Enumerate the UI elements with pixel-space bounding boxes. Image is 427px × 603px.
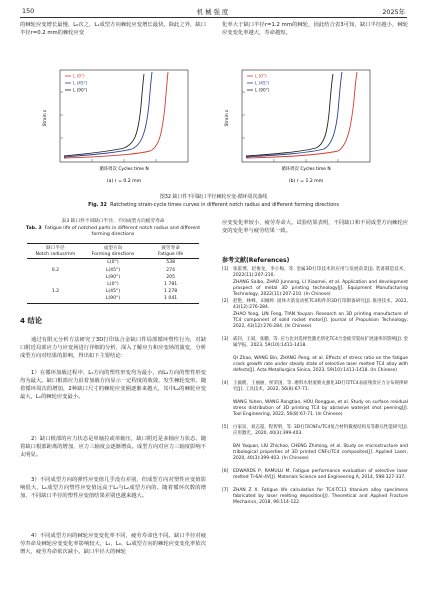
figure-caption-en-label: Fig. 32 — [88, 202, 107, 208]
conclusion-point-3: 3）不同成型方向的弹性应变值几乎没有差别，但成型方向对塑性应变值影响很大，L₁成型方向塑性应变值远高于L₁与L₂成型方向的。随着循环次数的增加，不同缺口半径的塑性应变值结果差别也越来越大。 — [20, 477, 206, 500]
reference-text: ZHAO Yong, LIN Feng, TIAN Youyan. Research on 3D printing manufacture of TC4 component of solid rocket motor[J]. Journal of Propulsion Technology, 2022, 43(12):276-284. (In Chinese) — [233, 312, 408, 330]
reference-text: WANG Yuhen, WANG Rongtian, HOU Rongguo, et al. Study on surface residual stress distribution of 3D printing TC4 by abrasive waterjet shot peening[J]. Tool Engineering, 2022, 56(8):67-71. (In Chinese) — [233, 400, 408, 418]
table-header-direction-cn: 成型方向 — [84, 244, 142, 252]
plot-a-svg — [38, 66, 208, 188]
table-cell-direction: L(45°) — [105, 267, 121, 273]
table-caption-en-text: Fatigue life of notched parts in different notch radius and different forming directions — [44, 226, 201, 238]
plot-b-xlabel: 循环周次 Cycles time N — [281, 167, 331, 172]
reference-item — [222, 425, 408, 437]
plot-b-legend-l45: L (45°) — [255, 80, 270, 86]
reference-item — [222, 469, 408, 481]
table-cell-direction: L(90°) — [84, 295, 142, 303]
conclusion-heading: 4 结论 — [20, 316, 42, 325]
plot-a-xticks — [92, 159, 156, 162]
reference-text: 王毅鹤，王丽丽，侯荣国，等. 磨料水射流喷丸强化3D打印TC4表面残余应力分布规律研究[J]. 工具技术，2022, 56(8):67-71. — [233, 381, 408, 393]
table-header-life-en: Fatigue life — [142, 251, 199, 259]
plot-b-xticks — [274, 159, 338, 162]
header-rule — [20, 17, 407, 18]
plot-b-curve-l90 — [246, 74, 333, 156]
plot-b-legend-l90: L (90°) — [255, 87, 270, 93]
table-cell-life: 274 — [166, 267, 175, 273]
reference-number: [3] — [222, 337, 229, 342]
reference-text: 赵艳，林峰，田倾婷. 固体火箭发动机TC4构件的3D打印制备研究[J]. 推进技术，2022, 43(12):276-284. — [233, 299, 408, 311]
table-header-radius-en: Notch radius/mm — [27, 251, 84, 259]
table-header-life-cn: 疲劳寿命 — [142, 244, 199, 252]
reference-text: BAI Yaquan, LIU Zhichao, CHENG Zhiming, et al. Study on microstructure and tribological properties of 3D printed CNFs/TC4 composites[J]. Applied Laser, 2020, 40(3):399-403. (In Chinese) — [233, 444, 408, 462]
table-caption-cn: 表3 缺口件不同缺口半径、不同成型方向疲劳寿命 — [61, 219, 165, 224]
figure-caption-en — [20, 202, 407, 209]
table-cell-life: 538 — [166, 260, 175, 266]
plot-b-legend-l0: L (0°) — [255, 73, 267, 79]
conclusion-point-2: 2）缺口根部的应力状态是单轴拉或单轴压，缺口附近是多轴应力状态。随着缺口根部距离的增加，应力三轴度会逐渐增高。成型方向对应力三轴度影响不太明显。 — [20, 436, 206, 459]
table-cell-radius: 0.2 — [51, 267, 60, 273]
table-cell-life: 1 278 — [164, 289, 178, 295]
reference-item — [222, 267, 408, 279]
plot-a-ylabel: Strain ε — [43, 109, 48, 127]
table-cell-direction: L(45°) — [105, 289, 121, 295]
reference-item — [222, 381, 408, 393]
figure-panel-a — [38, 66, 208, 188]
conclusion-point-1: 1）在循环加载过程中，L₁方向的塑性形变均为最小，而L₂方向的塑性形变均为最大。缺口根部应力沿着加载方向显示一定程度的收敛，发生棘轮变形。随着循环周次的增加，2种缺口尺寸的棘轮应变圈逐渐来越大，其中L₂的棘轮应变最大，L₁的棘轮应变最小。 — [20, 370, 206, 401]
page-number: 150 — [22, 7, 35, 15]
reference-text: 戚钊，王斌，张鹏，等. 应力比对选择性激光熔化TC4合金疲劳裂纹扩展速率的影响[J]. 金属学报，2023, 59(10):1411-1418. — [233, 337, 408, 349]
plot-a-legend — [65, 74, 88, 93]
table-header-radius-cn: 缺口半径 — [27, 244, 84, 252]
reference-item — [222, 337, 408, 349]
plot-a-yticks — [60, 92, 63, 138]
table-header-direction-en: Forming directions — [84, 251, 142, 259]
plot-a-legend-l45: L (45°) — [73, 80, 88, 86]
table-cell-life: 1 781 — [164, 282, 178, 288]
journal-name: 机械强度 — [196, 8, 231, 16]
reference-item-en — [222, 444, 408, 463]
reference-item — [222, 299, 408, 311]
reference-number: [4] — [222, 381, 229, 386]
plot-a-xlabel: 循环周次 Cycles time N — [99, 167, 149, 172]
reference-number: [2] — [222, 299, 229, 304]
table-cell-direction: L(0°) — [107, 282, 119, 288]
reference-item-en — [222, 312, 408, 331]
conclusion-point-4: 4）不同成型方向的棘轮应变变化率不同，疲劳寿命也不同。缺口半径对疲劳寿命及棘轮应变变化率影响较大，L₁、L₀、L₂成型方向的棘轮应变变化率依次增大，疲劳寿命依次减小。缺口半径大的棘轮 — [20, 533, 206, 556]
plot-a-legend-l0: L (0°) — [73, 73, 85, 79]
plot-b-subcaption: (b) r = 1.2 mm — [288, 179, 324, 184]
table-cell-direction: L(0°) — [107, 260, 119, 266]
table-header-row-en — [27, 251, 199, 259]
plot-a-legend-l90: L (90°) — [73, 87, 88, 93]
table-cell-life: 1 041 — [142, 295, 199, 303]
reference-item — [222, 488, 408, 507]
table-cell-radius: 1.2 — [27, 281, 84, 303]
reference-text: ZHANG Saibo, ZHAO Junnong, LI Xiaomei, et al. Application and development prospect of metal 3D printing technology[J]. Equipment Manufacturing Technology, 2022(11):207-210. (In Chinese) — [233, 280, 408, 298]
conclusion-intro: 通过有限元分析方法研究了3D打印钛合金缺口件局部循环塑性行为，对缺口附近局部应力与应变场进行详细的分析，深入了解应力和应变场的演变，分析成型方向对结果的影响，得出如下主要结论： — [20, 337, 206, 360]
reference-number: [1] — [222, 267, 229, 272]
reference-text: EDWARDS P, RAMULU M. Fatigue performance evaluation of selective laser melted Ti-6Al-4V[J]. Materials Science and Engineering A, 2014, 598:327-337. — [233, 469, 408, 481]
plot-a-curve-l90 — [64, 74, 144, 156]
table-row — [27, 259, 199, 267]
figure-caption-en-text: Ratcheting strain-cycle times curves in different notch radius and different forming directions — [110, 202, 339, 208]
plot-b-svg — [220, 66, 390, 188]
table-caption-en — [20, 226, 206, 239]
figure-panel-b — [220, 66, 390, 188]
reference-number: [6] — [222, 469, 229, 474]
table-caption-en-label: Tab. 3 — [25, 226, 42, 231]
table-row — [27, 281, 199, 288]
table-header-row-cn — [27, 244, 199, 252]
reference-item-en — [222, 400, 408, 419]
table-cell-direction: L(90°) — [105, 274, 121, 280]
right-column-paragraph: 应变变化率较小，疲劳寿命大。试验结果表明，不同缺口和不同成型方向棘轮应变的变化率与疲劳结果一致。 — [222, 220, 408, 235]
reference-item-en — [222, 280, 408, 299]
reference-text: 白家泉，刘志超，程智明，等. 3D打印CNFs/TC4复合材料微观结构及等静压性能研究[J]. 应用激光，2020, 40(3):399-403. — [233, 425, 408, 437]
reference-number: [5] — [222, 425, 229, 430]
plot-a-subcaption: (a) r = 0.2 mm — [106, 179, 142, 184]
journal-year: 2025年 — [382, 8, 405, 16]
figure-caption-cn: 图32 缺口件不同缺口半径棘轮应变-循环周次曲线 — [159, 194, 268, 200]
references-heading: 参考文献(References) — [222, 257, 290, 264]
fatigue-life-table — [27, 243, 199, 304]
intro-right-paragraph: 化率大于缺口半径r=1.2 mm的棘轮，因此结合表3可知，缺口半径越小，棘轮应变变化率越大，寿命越短。 — [222, 22, 408, 37]
plot-b-ylabel: Strain ε — [225, 109, 230, 127]
reference-item-en — [222, 356, 408, 375]
intro-left-paragraph: 的棘轮应变增长最慢，L₀次之，L₁成型方向棘轮应变增长最快。除此之外，缺口半径r=0.2 mm的棘轮应变 — [20, 22, 206, 37]
reference-text: 张霍博，赵俊龙，李小梅，等. 金属3D打印技术的应用与发展前景[J]. 装备制造技术，2022(11):207-210. — [233, 267, 408, 279]
reference-text: QI Zhao, WANG Bin, ZHANG Peng, et al. Effects of stress ratio on the fatigue crack growth rate under steady state of selective laser melted TC4 alloy with defects[J]. Acta Metallurgica Sinica, 2023, 59(10):1411-1418. (In Chinese) — [233, 356, 408, 374]
plot-b-yticks — [242, 92, 245, 138]
table-cell-life: 205 — [166, 274, 175, 280]
reference-number: [7] — [222, 488, 229, 493]
plot-b-legend — [247, 74, 270, 93]
reference-text: ZHAN Z X. Fatigue life calculation for TC4-TC11 titanium alloy specimens fabricated by laser melting deposition[J]. Theoretical and Applied Fracture Mechanics, 2018, 96:114-122. — [233, 488, 408, 506]
